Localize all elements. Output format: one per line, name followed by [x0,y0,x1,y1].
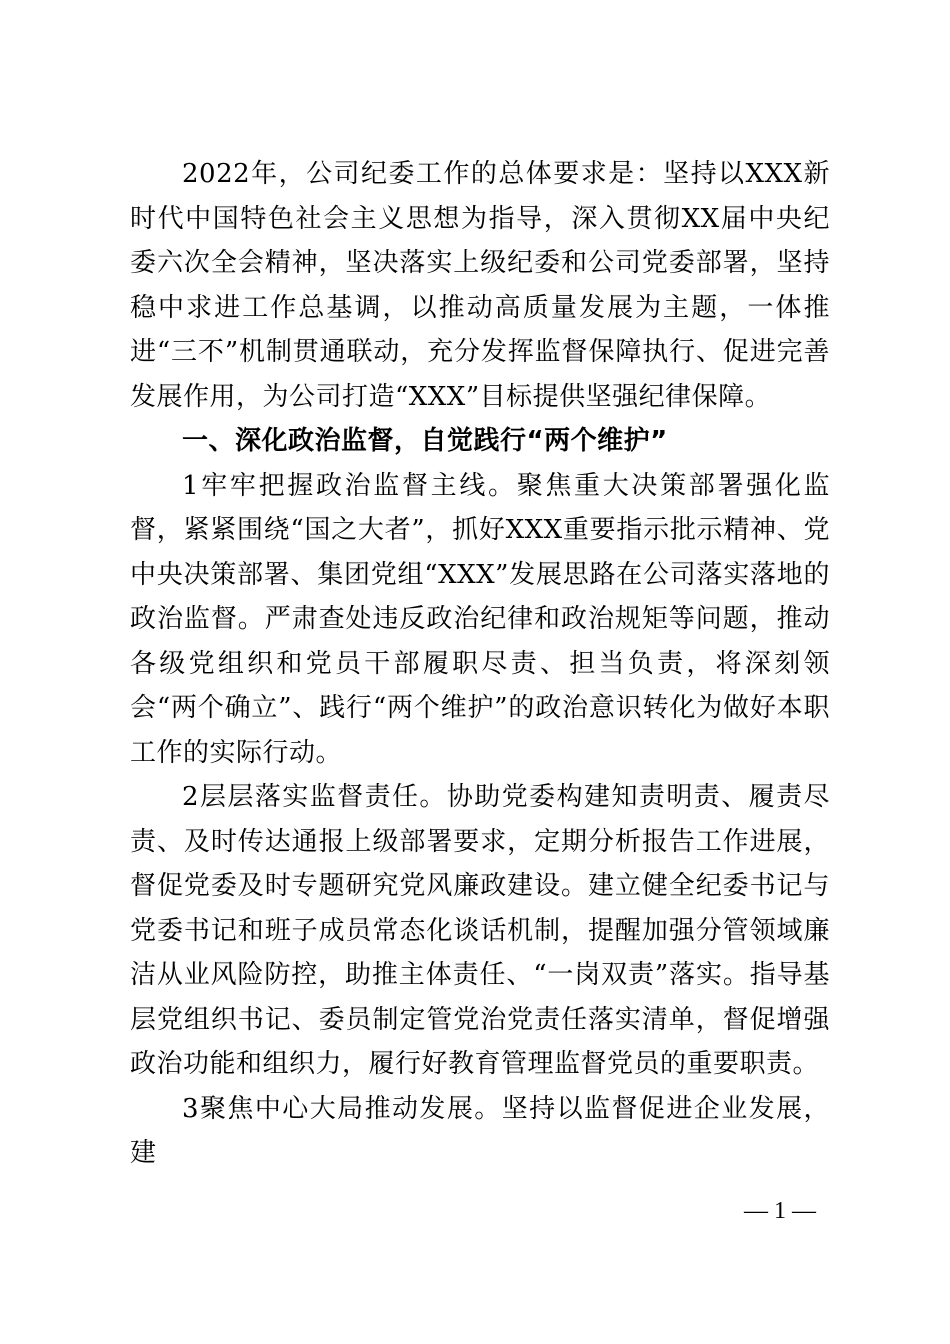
intro-paragraph: 2022年，公司纪委工作的总体要求是：坚持以XXX新时代中国特色社会主义思想为指导，深入贯彻XX届中央纪委六次全会精神，坚决落实上级纪委和公司党委部署，坚持稳中求进工作总基调，以推动高质量发展为主题，一体推进“三不”机制贯通联动，充分发挥监督保障执行、促进完善发展作用，为公司打造“XXX”目标提供坚强纪律保障。 [130,159,830,412]
section-heading: 一、深化政治监督，自觉践行“两个维护” [182,426,668,456]
page-number: — 1 — [744,1198,816,1224]
section-item-1: 1牢牢把握政治监督主线。聚焦重大决策部署强化监督，紧紧围绕“国之大者”，抓好XXX重要指示批示精神、党中央决策部署、集团党组“XXX”发展思路在公司落实落地的政治监督。严肃查处违反政治纪律和政治规矩等问题，推动各级党组织和党员干部履职尽责、担当负责，将深刻领会“两个确立”、践行“两个维护”的政治意识转化为做好本职工作的实际行动。 [130,470,830,768]
section-item-2: 2层层落实监督责任。协助党委构建知责明责、履责尽责、及时传达通报上级部署要求，定期分析报告工作进展，督促党委及时专题研究党风廉政建设。建立健全纪委书记与党委书记和班子成员常态化谈话机制，提醒加强分管领域廉洁从业风险防控，助推主体责任、“一岗双责”落实。指导基层党组织书记、委员制定管党治党责任落实清单，督促增强政治功能和组织力，履行好教育管理监督党员的重要职责。 [130,782,830,1079]
document-body [130,152,830,1176]
section-item-3: 3聚焦中心大局推动发展。坚持以监督促进企业发展，建 [130,1093,830,1168]
